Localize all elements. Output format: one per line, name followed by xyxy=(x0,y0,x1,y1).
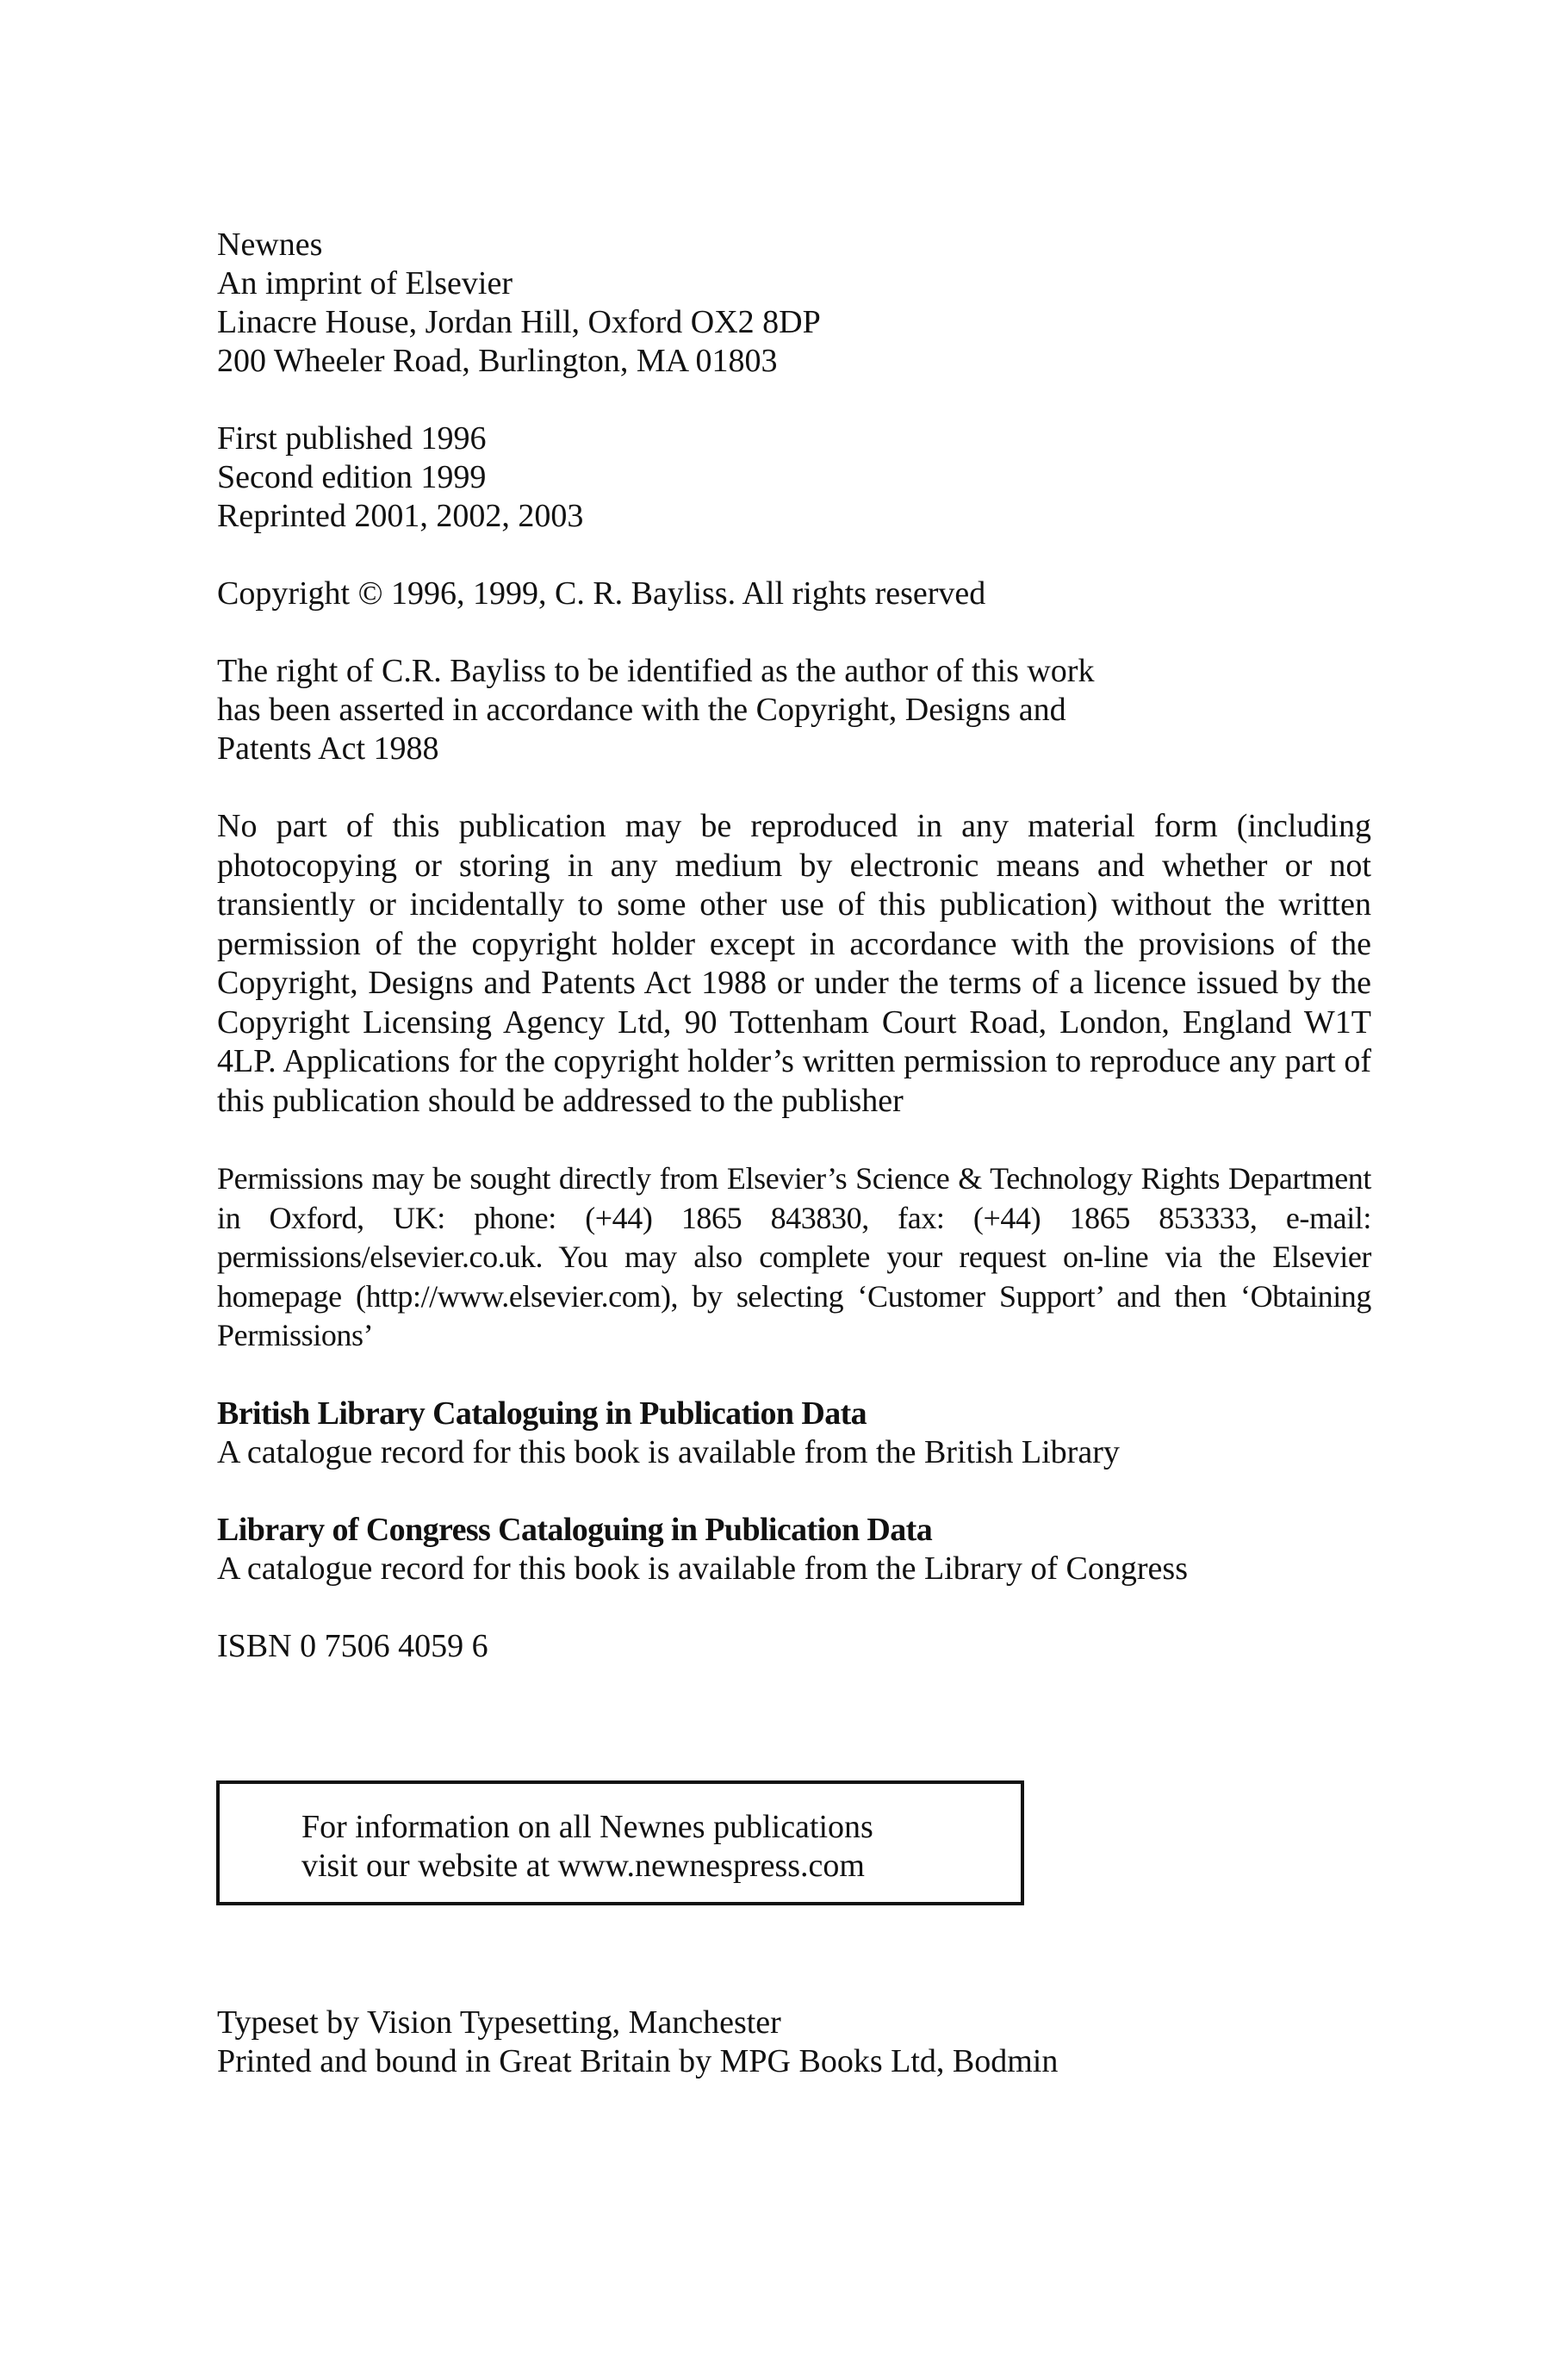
copyright-line: Copyright © 1996, 1999, C. R. Bayliss. All rights reserved xyxy=(217,575,986,612)
typeset-credit: Typeset by Vision Typesetting, Manchester xyxy=(217,2004,781,2041)
reprinted: Reprinted 2001, 2002, 2003 xyxy=(217,498,584,534)
library-of-congress-heading: Library of Congress Cataloguing in Publication Data xyxy=(217,1511,933,1548)
first-published: First published 1996 xyxy=(217,420,487,457)
british-library-block xyxy=(217,1395,1389,1472)
printed-credit: Printed and bound in Great Britain by MPG Books Ltd, Bodmin xyxy=(217,2043,1059,2079)
library-of-congress-block xyxy=(217,1511,1389,1588)
publisher-address-uk: Linacre House, Jordan Hill, Oxford OX2 8DP xyxy=(217,304,821,340)
publisher-block xyxy=(217,226,1389,381)
info-box-line-2: visit our website at www.newnespress.com xyxy=(301,1848,865,1884)
copyright-page xyxy=(217,226,1389,1666)
reproduction-notice: No part of this publication may be reproduced in any material form (including photocopying or storing in any medium by electronic means and whether or not transiently or incidentally to some other use of this publication) without the written permission of the copyright holder except in accordance with the provisions of the Copyright, Designs and Patents Act 1988 or under the terms of a licence issued by the Copyright Licensing Agency Ltd, 90 Tottenham Court Road, London, England W1T 4LP. Applications for the copyright holder’s written permission to reproduce any part of this publication should be addressed to the publisher xyxy=(217,808,1371,1119)
british-library-heading: British Library Cataloguing in Publication Data xyxy=(217,1395,867,1432)
british-library-text: A catalogue record for this book is available from the British Library xyxy=(217,1433,1120,1470)
publication-history xyxy=(217,419,1389,536)
publisher-name: Newnes xyxy=(217,227,323,263)
permissions-notice: Permissions may be sought directly from Elsevier’s Science & Technology Rights Department in Oxford, UK: phone: (+44) 1865 843830, fax: (+44) 1865 853333, e-mail: permissions/elsevier.co.uk. You may also complete your request on-line via the Elsevier homepage (http://www.elsevier.com), by selecting ‘Customer Support’ and then ‘Obtaining Permissions’ xyxy=(217,1161,1371,1352)
author-rights-line: Patents Act 1988 xyxy=(217,730,439,767)
info-box xyxy=(216,1780,1024,1905)
info-box-line-1: For information on all Newnes publications xyxy=(301,1809,873,1845)
publisher-address-us: 200 Wheeler Road, Burlington, MA 01803 xyxy=(217,343,778,379)
printer-credits xyxy=(217,2004,1058,2081)
author-rights-line: has been asserted in accordance with the Copyright, Designs and xyxy=(217,692,1066,728)
author-rights-line: The right of C.R. Bayliss to be identified as the author of this work xyxy=(217,653,1095,689)
isbn: ISBN 0 7506 4059 6 xyxy=(217,1627,488,1664)
publisher-imprint: An imprint of Elsevier xyxy=(217,265,513,301)
library-of-congress-text: A catalogue record for this book is available from the Library of Congress xyxy=(217,1550,1188,1587)
author-rights xyxy=(217,652,1389,768)
second-edition: Second edition 1999 xyxy=(217,459,487,495)
